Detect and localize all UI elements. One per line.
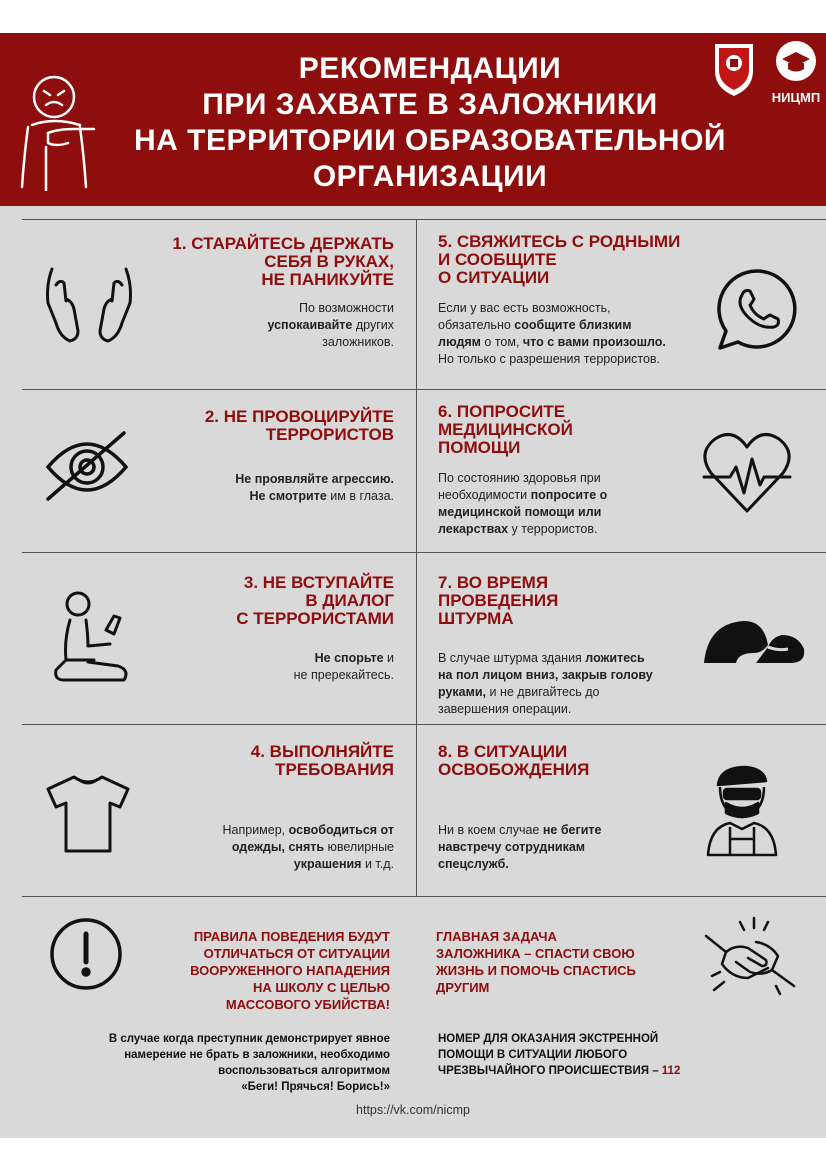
body-line (267, 300, 394, 317)
body-line (438, 487, 607, 504)
title-line: НА ТЕРРИТОРИИ ОБРАЗОВАТЕЛЬНОЙ (134, 124, 726, 157)
title-line: 6. ПОПРОСИТЕ (438, 402, 566, 421)
body-line (267, 334, 394, 351)
title-line: 4. ВЫПОЛНЯЙТЕ (250, 742, 394, 761)
crossed-eye-icon (44, 429, 130, 503)
emphasis: ложитесь (585, 651, 645, 665)
title-line: 8. В СИТУАЦИИ (438, 742, 568, 761)
item-7-body (438, 650, 653, 718)
title-line: ОРГАНИЗАЦИИ (312, 160, 548, 193)
body-line (438, 856, 601, 873)
note-line (438, 1063, 680, 1079)
t-shirt-icon (44, 773, 132, 855)
logo-label: НИЦМП (771, 90, 821, 105)
emphasis: Не смотрите (249, 489, 327, 503)
emphasis: попросите о (530, 488, 608, 502)
note-line: «Беги! Прячься! Борись!» (241, 1081, 390, 1093)
body-line (235, 488, 394, 505)
lying-face-down-icon (702, 617, 806, 667)
emphasis: навстречу сотрудникам (438, 840, 586, 854)
warning-line: ЗАЛОЖНИКА – СПАСТИ СВОЮ (436, 946, 635, 961)
kneeling-person-icon (50, 590, 134, 688)
title-line: В ДИАЛОГ (305, 591, 394, 610)
note-text: ЧРЕЗВЫЧАЙНОГО ПРОИСШЕСТВИЯ – (438, 1065, 662, 1077)
graduation-cap-icon (774, 39, 818, 83)
note-line: В случае когда преступник демонстрирует явное (108, 1033, 390, 1045)
page-title (110, 51, 750, 195)
warning-line: ПРАВИЛА ПОВЕДЕНИЯ БУДУТ (193, 929, 390, 944)
title-line: 2. НЕ ПРОВОЦИРУЙТЕ (204, 407, 394, 426)
emergency-number: 112 (661, 1065, 681, 1077)
text: Если у вас есть возможность, (438, 301, 611, 315)
warning-right (436, 928, 636, 996)
body-line (223, 839, 395, 856)
body-line (438, 504, 607, 521)
warning-line: НА ШКОЛУ С ЦЕЛЬЮ (252, 980, 390, 995)
whatsapp-icon (712, 265, 802, 355)
emphasis: сообщите близким (514, 318, 632, 332)
emphasis: медицинской помощи или (438, 505, 602, 519)
body-line (438, 839, 601, 856)
text: Но только с разрешения террористов. (438, 352, 661, 366)
body-line (267, 317, 394, 334)
text: и т.д. (361, 857, 394, 871)
emphasis: успокаивайте (267, 318, 353, 332)
text: обязательно (438, 318, 515, 332)
text: и не двигайтесь до (486, 685, 600, 699)
emphasis: украшения (293, 857, 362, 871)
item-4-title (251, 743, 394, 779)
title-line: 7. ВО ВРЕМЯ (438, 573, 549, 592)
warning-left (190, 928, 390, 1013)
title-line: СЕБЯ В РУКАХ, (264, 252, 394, 271)
helping-hands-icon (702, 916, 798, 1000)
emphasis: на пол лицом вниз, закрыв голову (438, 668, 653, 682)
item-1-body (267, 300, 394, 351)
exclamation-icon (48, 916, 124, 992)
emphasis: Не спорьте (314, 651, 384, 665)
title-line: ПРИ ЗАХВАТЕ В ЗАЛОЖНИКИ (202, 88, 658, 121)
text: Например, (222, 823, 289, 837)
title-line: ПОМОЩИ (438, 438, 521, 457)
text: заложников. (322, 335, 394, 349)
emphasis: одежды, снять (231, 840, 325, 854)
body-line (438, 334, 666, 351)
title-line: И СООБЩИТЕ (438, 250, 557, 269)
title-line: ПРОВЕДЕНИЯ (438, 591, 559, 610)
title-line: 1. СТАРАЙТЕСЬ ДЕРЖАТЬ (172, 234, 394, 253)
text: им в глаза. (326, 489, 394, 503)
body-line (438, 667, 653, 684)
item-5-title (438, 233, 680, 287)
emblem-shield-icon (710, 39, 758, 101)
text: В случае штурма здания (438, 651, 586, 665)
text: о том, (480, 335, 523, 349)
item-6-title (438, 403, 573, 457)
text: необходимости (438, 488, 531, 502)
body-line (438, 684, 653, 701)
note-line: ПОМОЩИ В СИТУАЦИИ ЛЮБОГО (438, 1049, 628, 1061)
item-8-title (438, 743, 589, 779)
divider (22, 896, 826, 897)
emphasis: что с вами произошло. (522, 335, 666, 349)
warning-line: ГЛАВНАЯ ЗАДАЧА (436, 929, 557, 944)
emphasis: освободиться от (288, 823, 394, 837)
item-7-title (438, 574, 558, 628)
body-line (223, 856, 395, 873)
body-line (438, 521, 607, 538)
body-line (294, 650, 394, 667)
title-line: С ТЕРРОРИСТАМИ (236, 609, 394, 628)
text: По возможности (298, 301, 394, 315)
warning-line: МАССОВОГО УБИЙСТВА! (225, 997, 390, 1012)
poster (0, 33, 826, 1138)
warning-line: ЖИЗНЬ И ПОМОЧЬ СПАСТИСЬ (436, 963, 636, 978)
body-line (438, 470, 607, 487)
title-line: О СИТУАЦИИ (438, 268, 550, 287)
title-line: НЕ ПАНИКУЙТЕ (261, 270, 394, 289)
item-1-title (172, 235, 394, 289)
item-2-body (235, 471, 394, 505)
title-line: ТЕРРОРИСТОВ (265, 425, 394, 444)
body-line (223, 822, 395, 839)
header-banner (0, 33, 826, 206)
divider (22, 389, 826, 390)
body-line (235, 471, 394, 488)
title-line: МЕДИЦИНСКОЙ (438, 420, 573, 439)
divider (22, 219, 826, 220)
body-line (438, 701, 653, 718)
body-line (294, 667, 394, 684)
choking-person-icon (18, 67, 100, 191)
body-line (438, 650, 653, 667)
emphasis: лекарствах (438, 522, 509, 536)
text: ювелирные (324, 840, 394, 854)
divider (22, 552, 826, 553)
title-line: 5. СВЯЖИТЕСЬ С РОДНЫМИ (438, 232, 681, 251)
item-5-body (438, 300, 666, 368)
note-line: намерение не брать в заложники, необходимо (124, 1049, 390, 1061)
text: По состоянию здоровья при (438, 471, 601, 485)
text: других (352, 318, 394, 332)
text: у террористов. (508, 522, 598, 536)
text: и (383, 651, 394, 665)
body-line (438, 822, 601, 839)
hands-icon (40, 265, 138, 347)
warning-line: ВООРУЖЕННОГО НАПАДЕНИЯ (190, 963, 390, 978)
source-link[interactable]: https://vk.com/nicmp (356, 1103, 470, 1117)
item-8-body (438, 822, 601, 873)
heartbeat-icon (700, 431, 794, 515)
divider (22, 724, 826, 725)
divider (416, 219, 417, 896)
item-3-body (294, 650, 394, 684)
title-line: ШТУРМА (438, 609, 514, 628)
body-line (438, 317, 666, 334)
text: завершения операции. (438, 702, 572, 716)
note-line: НОМЕР ДЛЯ ОКАЗАНИЯ ЭКСТРЕННОЙ (438, 1033, 659, 1045)
title-line: ОСВОБОЖДЕНИЯ (438, 760, 590, 779)
note-right (438, 1031, 680, 1079)
emphasis: руками, (438, 685, 487, 699)
nicmp-logo (770, 39, 822, 105)
title-line: ТРЕБОВАНИЯ (275, 760, 394, 779)
title-line: РЕКОМЕНДАЦИИ (298, 52, 562, 85)
item-4-body (223, 822, 395, 873)
body-line (438, 351, 666, 368)
note-left (109, 1031, 390, 1095)
item-3-title (236, 574, 394, 628)
text: не пререкайтесь. (293, 668, 394, 682)
item-2-title (205, 408, 394, 444)
emphasis: спецслужб. (438, 857, 509, 871)
body-line (438, 300, 666, 317)
emphasis: Не проявляйте агрессию. (235, 472, 394, 486)
warning-line: ОТЛИЧАТЬСЯ ОТ СИТУАЦИИ (203, 946, 390, 961)
special-forces-soldier-icon (702, 763, 782, 859)
text: Ни в коем случае (438, 823, 543, 837)
item-6-body (438, 470, 607, 538)
warning-line: ДРУГИМ (436, 980, 490, 995)
title-line: 3. НЕ ВСТУПАЙТЕ (243, 573, 394, 592)
emphasis: людям (438, 335, 481, 349)
note-line: воспользоваться алгоритмом (218, 1065, 390, 1077)
emphasis: не бегите (542, 823, 602, 837)
